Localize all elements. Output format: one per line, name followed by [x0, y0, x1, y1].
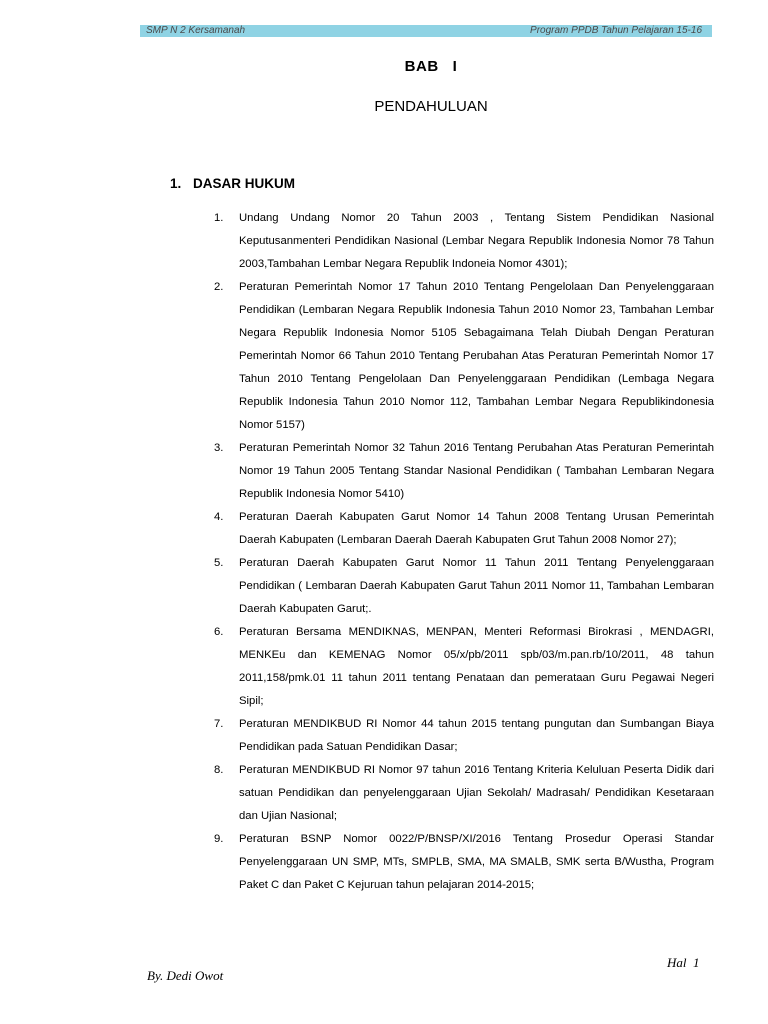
- list-item-text: Peraturan Bersama MENDIKNAS, MENPAN, Menteri Reformasi Birokrasi , MENDAGRI, MENKEu dan KEMENAG Nomor 05/x/pb/2011 spb/03/m.pan.rb/10/2011, 48 tahun 2011,158/pmk.01 11 tahun 2011 tentang Penataan dan pemerataan Guru Pegawai Negeri Sipil;: [239, 626, 714, 707]
- list-item-text: Peraturan MENDIKBUD RI Nomor 97 tahun 2016 Tentang Kriteria Keluluan Peserta Didik dari satuan Pendidikan dan penyelenggaraan Ujian Sekolah/ Madrasah/ Pendidikan Kesetaraan dan Ujian Nasional;: [239, 764, 714, 822]
- list-item: [212, 713, 714, 759]
- list-item-number: 3.: [214, 442, 224, 454]
- list-item-number: 7.: [214, 718, 224, 730]
- section-number: 1.: [170, 176, 182, 191]
- chapter-subtitle: PENDAHULUAN: [374, 98, 488, 115]
- footer-author: By. Dedi Owot: [147, 968, 224, 983]
- legal-basis-list: [212, 207, 714, 897]
- list-item-text: Peraturan Pemerintah Nomor 17 Tahun 2010 Tentang Pengelolaan Dan Penyelenggaraan Pendidikan (Lembaran Negara Republik Indonesia Tahun 2010 Nomor 23, Tambahan Lembar Negara Republik Indonesia Nomor 5105 Sebagaimana Telah Diubah Dengan Peraturan Pemerintah Nomor 66 Tahun 2010 Tentang Perubahan Atas Peraturan Pemerintah Nomor 17 Tahun 2010 Tentang Pengelolaan Dan Penyelenggaraan Pendidikan (Lembaga Negara Republik Indonesia Tahun 2010 Nomor 112, Tambahan Lembar Negara Republikindonesia Nomor 5157): [239, 281, 714, 431]
- footer-page-number: Hal 1: [667, 955, 700, 970]
- list-item-text: Peraturan Daerah Kabupaten Garut Nomor 11 Tahun 2011 Tentang Penyelenggaraan Pendidikan ( Lembaran Daerah Kabupaten Garut Tahun 2011 Nomor 11, Tambahan Lembaran Daerah Kabupaten Garut;.: [239, 557, 714, 615]
- list-item-number: 1.: [214, 212, 224, 224]
- running-header: [140, 25, 712, 37]
- list-item: [212, 276, 714, 437]
- list-item-number: 9.: [214, 833, 224, 845]
- list-item: [212, 437, 714, 506]
- list-item-text: Undang Undang Nomor 20 Tahun 2003 , Tentang Sistem Pendidikan Nasional Keputusanmenteri Pendidikan Nasional (Lembar Negara Republik Indonesia Nomor 78 Tahun 2003,Tambahan Lembar Negara Republik Indoneia Nomor 4301);: [239, 212, 714, 270]
- list-item-number: 4.: [214, 511, 224, 523]
- header-school-name: SMP N 2 Kersamanah: [146, 25, 246, 36]
- list-item-text: Peraturan BSNP Nomor 0022/P/BNSP/XI/2016 Tentang Prosedur Operasi Standar Penyelenggaraan UN SMP, MTs, SMPLB, SMA, MA SMALB, SMK serta B/Wustha, Program Paket C dan Paket C Kejuruan tahun pelajaran 2014-2015;: [239, 833, 714, 891]
- list-item: [212, 552, 714, 621]
- header-program-title: Program PPDB Tahun Pelajaran 15-16: [530, 25, 702, 36]
- list-item: [212, 759, 714, 828]
- chapter-title: BAB I: [404, 58, 458, 75]
- list-item: [212, 828, 714, 897]
- list-item-number: 8.: [214, 764, 224, 776]
- list-item: [212, 506, 714, 552]
- section-heading: [170, 176, 295, 191]
- section-title: DASAR HUKUM: [193, 176, 295, 191]
- list-item-text: Peraturan MENDIKBUD RI Nomor 44 tahun 2015 tentang pungutan dan Sumbangan Biaya Pendidikan pada Satuan Pendidikan Dasar;: [239, 718, 714, 753]
- list-item-number: 2.: [214, 281, 224, 293]
- list-item-number: 6.: [214, 626, 224, 638]
- list-item-number: 5.: [214, 557, 224, 569]
- list-item-text: Peraturan Daerah Kabupaten Garut Nomor 14 Tahun 2008 Tentang Urusan Pemerintah Daerah Kabupaten (Lembaran Daerah Daerah Kabupaten Grut Tahun 2008 Nomor 27);: [239, 511, 714, 546]
- list-item: [212, 207, 714, 276]
- list-item: [212, 621, 714, 713]
- list-item-text: Peraturan Pemerintah Nomor 32 Tahun 2016 Tentang Perubahan Atas Peraturan Pemerintah Nomor 19 Tahun 2005 Tentang Standar Nasional Pendidikan ( Tambahan Lembaran Negara Republik Indonesia Nomor 5410): [239, 442, 714, 500]
